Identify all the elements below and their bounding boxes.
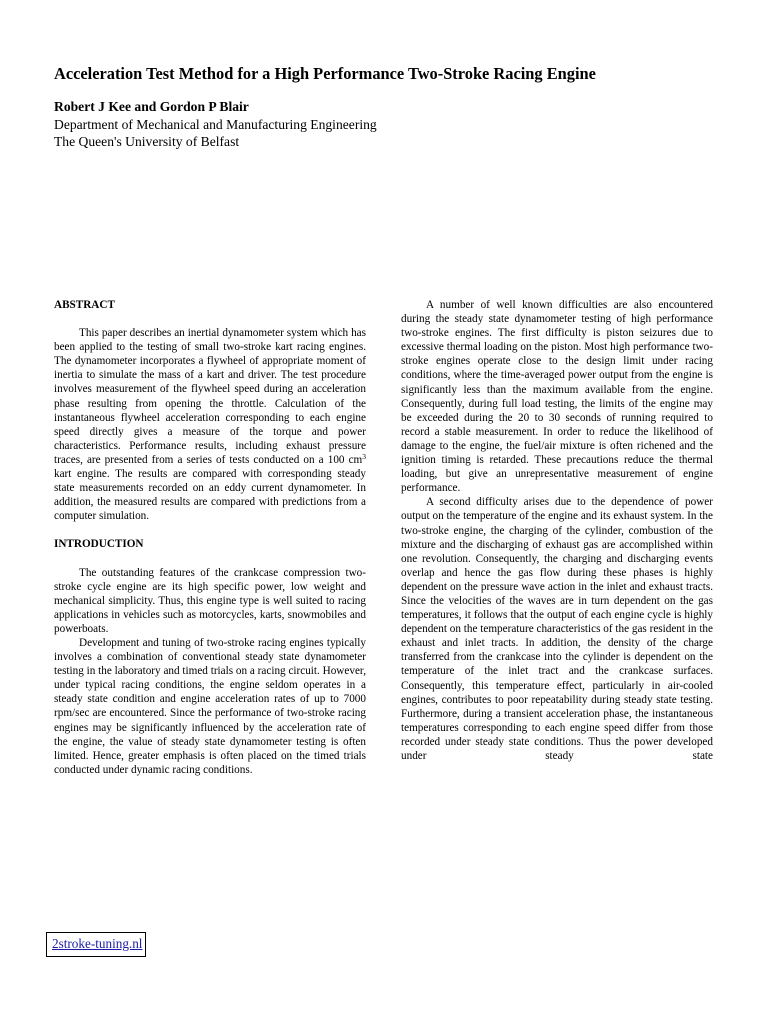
abstract-heading: ABSTRACT — [54, 299, 115, 311]
footer-link-box — [46, 932, 146, 957]
paper-title: Acceleration Test Method for a High Performance Two-Stroke Racing Engine — [54, 64, 596, 83]
affiliation-university: The Queen's University of Belfast — [54, 134, 240, 149]
introduction-paragraph-1: The outstanding features of the crankcase compression two-stroke cycle engine are its high specific power, low weight and mechanical simplicity. Thus, this engine type is well suited to racing applications in vehicles such as motorcycles, karts, snowmobiles and powerboats. — [54, 566, 366, 635]
right-column — [401, 298, 713, 763]
paper-authors: Robert J Kee and Gordon P Blair — [54, 99, 249, 114]
abstract-text-part1: This paper describes an inertial dynamometer system which has been applied to the testing of small two-stroke kart racing engines. The dynamometer incorporates a flywheel of appropriate moment of inertia to simulate the mass of a kart and driver. The test procedure involves measurement of the flywheel speed during an acceleration phase resulting from opening the throttle. Calculation of the instantaneous flywheel acceleration corresponding to each engine speed directly gives a measure of the torque and power characteristics. Performance results, including exhaust pressure traces, are presented from a series of tests conducted on a 100 cm — [54, 327, 366, 466]
right-paragraph-2: A second difficulty arises due to the dependence of power output on the temperature of the engine and its exhaust system. In the two-stroke engine, the charging of the cylinder, combustion of the mixture and the discharging of exhaust gas are accomplished within one revolution. Consequently, the charging and discharging events overlap and hence the gas flow during these phases is highly dependent on the pressure wave action in the inlet and exhaust tracts. Since the velocities of the waves are in turn dependent on the gas temperatures, it follows that the output of each engine cycle is highly dependent on the temperature characteristics of the gas resident in the exhaust and inlet tracts. In addition, the density of the charge transferred from the crankcase into the cylinder is dependent on the temperature of the inlet tract and the crankcase surfaces. Consequently, this temperature effect, particularly in air-cooled engines, contributes to poor repeatability during steady state testing. Furthermore, during a transient acceleration phase, the instantaneous temperatures corresponding to each engine speed differ from those recorded under steady state conditions. Thus the power developed under steady state — [401, 496, 713, 762]
introduction-paragraph-2: Development and tuning of two-stroke racing engines typically involves a combination of conventional steady state dynamometer testing in the laboratory and timed trials on a racing circuit. However, under typical racing conditions, the engine seldom operates in a steady state condition and engine acceleration rates of up to 7000 rpm/sec are encountered. Since the performance of two-stroke racing engines may be significantly influenced by the acceleration rate of the engine, the value of steady state dynamometer testing is often limited. Hence, greater emphasis is often placed on the timed trials conducted under dynamic racing conditions. — [54, 636, 366, 776]
website-link[interactable]: 2stroke-tuning.nl — [52, 936, 143, 951]
abstract-superscript: 3 — [362, 451, 366, 461]
right-paragraph-1: A number of well known difficulties are also encountered during the steady state dynamometer testing of high performance two-stroke engines. The first difficulty is piston seizures due to excessive thermal loading on the piston. Most high performance two-stroke engines operate close to the design limit under racing conditions, where the time-averaged power output from the engine is significantly less than the maximum available from the engine. Consequently, during full load testing, the limits of the engine may be exceeded during the 20 to 30 seconds of running required to record a stable measurement. In order to reduce the likelihood of damage to the engine, the fuel/air mixture is often richened and the ignition timing is retarded. These precautions reduce the thermal loading, but give an unrepresentative measurement of engine performance. — [401, 299, 713, 495]
left-column — [54, 298, 366, 777]
abstract-text-part2: kart engine. The results are compared with corresponding steady state measurements recorded on an eddy current dynamometer. In addition, the measured results are compared with predictions from a computer simulation. — [54, 468, 366, 523]
abstract-paragraph — [54, 326, 366, 523]
affiliation-department: Department of Mechanical and Manufacturing Engineering — [54, 117, 377, 132]
introduction-heading: INTRODUCTION — [54, 538, 144, 551]
